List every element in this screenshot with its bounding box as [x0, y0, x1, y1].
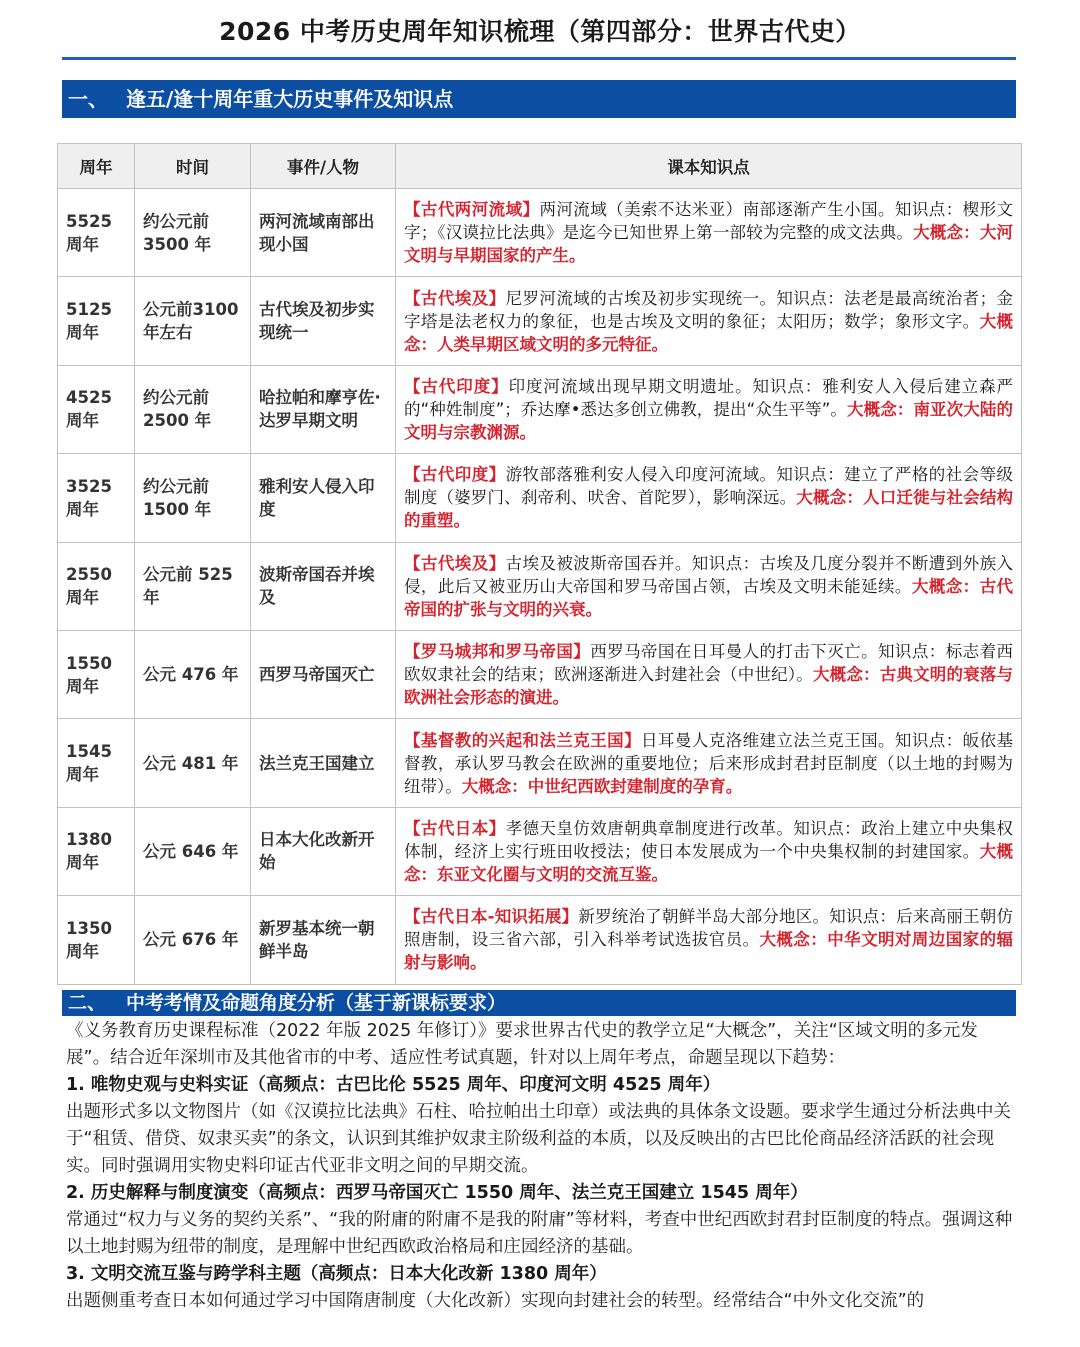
big-concept: 大概念：大河文明与早期国家的产生。 — [404, 223, 1013, 266]
event-cell: 雅利安人侵入印度 — [251, 454, 396, 542]
year-cell: 5125周年 — [58, 277, 135, 365]
topic-tag: 【古代两河流域】 — [404, 200, 540, 220]
knowledge-text: 孝德天皇仿效唐朝典章制度进行改革。知识点：政治上建立中央集权体制，经济上实行班田收授法；使日本发展成为一个中央集权制的封建国家。 — [404, 818, 1014, 861]
table-row — [58, 454, 1022, 542]
time-cell: 公元 476 年 — [135, 630, 251, 718]
big-concept: 大概念：中华文明对周边国家的辐射与影响。 — [404, 930, 1014, 973]
time-cell: 公元 676 年 — [135, 896, 251, 984]
header-knowledge: 课本知识点 — [396, 144, 1022, 189]
trend-heading: 3. 文明交流互鉴与跨学科主题（高频点：日本大化改新 1380 周年） — [66, 1264, 607, 1284]
big-concept: 大概念：南亚次大陆的文明与宗教渊源。 — [404, 399, 1013, 442]
section-1-number: 一、 — [68, 87, 108, 111]
big-concept: 大概念：古代帝国的扩张与文明的兴衰。 — [404, 576, 1014, 619]
topic-tag: 【古代印度】 — [404, 465, 506, 485]
anniversary-table — [57, 143, 1022, 985]
knowledge-cell — [396, 896, 1022, 984]
topic-tag: 【古代埃及】 — [404, 553, 506, 573]
event-cell: 两河流域南部出现小国 — [251, 189, 396, 277]
table-row — [58, 189, 1022, 277]
big-concept: 大概念：东亚文化圈与文明的交流互鉴。 — [404, 841, 1014, 884]
section-1-label: 逢五/逢十周年重大历史事件及知识点 — [126, 87, 454, 111]
trend-text: 出题侧重考查日本如何通过学习中国隋唐制度（大化改新）实现向封建社会的转型。经常结合“中外文化交流”的 — [66, 1291, 925, 1311]
section-1-header — [62, 80, 1016, 118]
year-cell: 1550周年 — [58, 630, 135, 718]
knowledge-cell — [396, 454, 1022, 542]
event-cell: 新罗基本统一朝鲜半岛 — [251, 896, 396, 984]
knowledge-text: 两河流域（美索不达米亚）南部逐渐产生小国。知识点：楔形文字；《汉谟拉比法典》是迄今已知世界上第一部较为完整的成文法典。 — [404, 200, 1014, 243]
event-cell: 日本大化改新开始 — [251, 807, 396, 895]
knowledge-cell — [396, 277, 1022, 365]
year-cell: 2550周年 — [58, 542, 135, 630]
table-row — [58, 896, 1022, 984]
topic-tag: 【基督教的兴起和法兰克王国】 — [404, 730, 641, 750]
trend-text: 出题形式多以文物图片（如《汉谟拉比法典》石柱、哈拉帕出土印章）或法典的具体条文设题。要求学生通过分析法典中关于“租赁、借贷、奴隶买卖”的条文，认识到其维护奴隶主阶级利益的本质，以及反映出的古巴比伦商品经济活跃的社会现实。同时强调用实物史料印证古代亚非文明之间的早期交流。 — [66, 1102, 1011, 1176]
knowledge-text: 游牧部落雅利安人侵入印度河流域。知识点：建立了严格的社会等级制度（婆罗门、刹帝利、吠舍、首陀罗），影响深远。 — [404, 465, 1014, 508]
time-cell: 公元 646 年 — [135, 807, 251, 895]
year-cell: 1545周年 — [58, 719, 135, 807]
table-header-row — [58, 144, 1022, 189]
topic-tag: 【古代埃及】 — [404, 288, 506, 308]
event-cell: 古代埃及初步实现统一 — [251, 277, 396, 365]
section-2-number: 二、 — [68, 992, 107, 1014]
time-cell: 公元 481 年 — [135, 719, 251, 807]
section-2-label: 中考考情及命题角度分析（基于新课标要求） — [126, 992, 507, 1014]
knowledge-text: 新罗统治了朝鲜半岛大部分地区。知识点：后来高丽王朝仿照唐制，设三省六部，引入科举考试选拔官员。 — [404, 907, 1013, 950]
year-cell: 1350周年 — [58, 896, 135, 984]
table-row — [58, 719, 1022, 807]
knowledge-cell — [396, 542, 1022, 630]
knowledge-text: 日耳曼人克洛维建立法兰克王国。知识点：皈依基督教，承认罗马教会在欧洲的重要地位；后来形成封君封臣制度（以土地的封赐为纽带）。 — [404, 730, 1014, 796]
trend-heading: 2. 历史解释与制度演变（高频点：西罗马帝国灭亡 1550 周年、法兰克王国建立 1545 周年） — [66, 1183, 808, 1203]
topic-tag: 【罗马城邦和罗马帝国】 — [404, 642, 591, 662]
time-cell: 公元前3100 年左右 — [135, 277, 251, 365]
topic-tag: 【古代印度】 — [404, 376, 509, 396]
analysis-section — [66, 1018, 1016, 1315]
knowledge-text: 西罗马帝国在日耳曼人的打击下灭亡。知识点：标志着西欧奴隶社会的结束；欧洲逐渐进入封建社会（中世纪）。 — [404, 642, 1014, 685]
analysis-intro: 《义务教育历史课程标准（2022 年版 2025 年修订）》要求世界古代史的教学立足“大概念”，关注“区域文明的多元发展”。结合近年深圳市及其他省市的中考、适应性考试真题，针对以上周年考点，命题呈现以下趋势： — [66, 1021, 978, 1068]
knowledge-cell — [396, 719, 1022, 807]
table-row — [58, 807, 1022, 895]
table-row — [58, 365, 1022, 453]
knowledge-cell — [396, 807, 1022, 895]
year-cell: 5525周年 — [58, 189, 135, 277]
event-cell: 法兰克王国建立 — [251, 719, 396, 807]
big-concept: 大概念：人类早期区域文明的多元特征。 — [404, 311, 1014, 354]
event-cell: 西罗马帝国灭亡 — [251, 630, 396, 718]
knowledge-text: 古埃及被波斯帝国吞并。知识点：古埃及几度分裂并不断遭到外族入侵，此后又被亚历山大帝国和罗马帝国占领，古埃及文明未能延续。 — [404, 553, 1014, 596]
table-row — [58, 630, 1022, 718]
header-year: 周年 — [58, 144, 135, 189]
knowledge-text: 尼罗河流域的古埃及初步实现统一。知识点：法老是最高统治者；金字塔是法老权力的象征，也是古埃及文明的象征；太阳历；数学；象形文字。 — [404, 288, 1014, 331]
year-cell: 1380周年 — [58, 807, 135, 895]
knowledge-cell — [396, 189, 1022, 277]
topic-tag: 【古代日本-知识拓展】 — [404, 907, 579, 927]
event-cell: 哈拉帕和摩亨佐·达罗早期文明 — [251, 365, 396, 453]
big-concept: 大概念：人口迁徙与社会结构的重塑。 — [404, 488, 1013, 531]
page-title: 2026 中考历史周年知识梳理（第四部分：世界古代史） — [219, 17, 861, 46]
big-concept: 大概念：古典文明的衰落与欧洲社会形态的演进。 — [404, 665, 1013, 708]
trend-text: 常通过“权力与义务的契约关系”、“我的附庸的附庸不是我的附庸”等材料，考查中世纪西欧封君封臣制度的特点。强调这种以土地封赐为纽带的制度，是理解中世纪西欧政治格局和庄园经济的基础。 — [66, 1210, 1013, 1257]
table-row — [58, 542, 1022, 630]
time-cell: 约公元前3500 年 — [135, 189, 251, 277]
knowledge-text: 印度河流域出现早期文明遗址。知识点：雅利安人入侵后建立森严的“种姓制度”；乔达摩•悉达多创立佛教，提出“众生平等”。 — [404, 376, 1014, 419]
section-2-header — [62, 990, 1016, 1016]
topic-tag: 【古代日本】 — [404, 818, 506, 838]
event-cell: 波斯帝国吞并埃及 — [251, 542, 396, 630]
knowledge-cell — [396, 630, 1022, 718]
time-cell: 约公元前1500 年 — [135, 454, 251, 542]
year-cell: 3525周年 — [58, 454, 135, 542]
year-cell: 4525周年 — [58, 365, 135, 453]
time-cell: 公元前 525 年 — [135, 542, 251, 630]
big-concept: 大概念：中世纪西欧封建制度的孕育。 — [461, 776, 743, 796]
header-event: 事件/人物 — [251, 144, 396, 189]
time-cell: 约公元前2500 年 — [135, 365, 251, 453]
table-row — [58, 277, 1022, 365]
knowledge-cell — [396, 365, 1022, 453]
header-time: 时间 — [135, 144, 251, 189]
trend-heading: 1. 唯物史观与史料实证（高频点：古巴比伦 5525 周年、印度河文明 4525 周年） — [66, 1075, 721, 1095]
title-divider — [62, 57, 1016, 60]
